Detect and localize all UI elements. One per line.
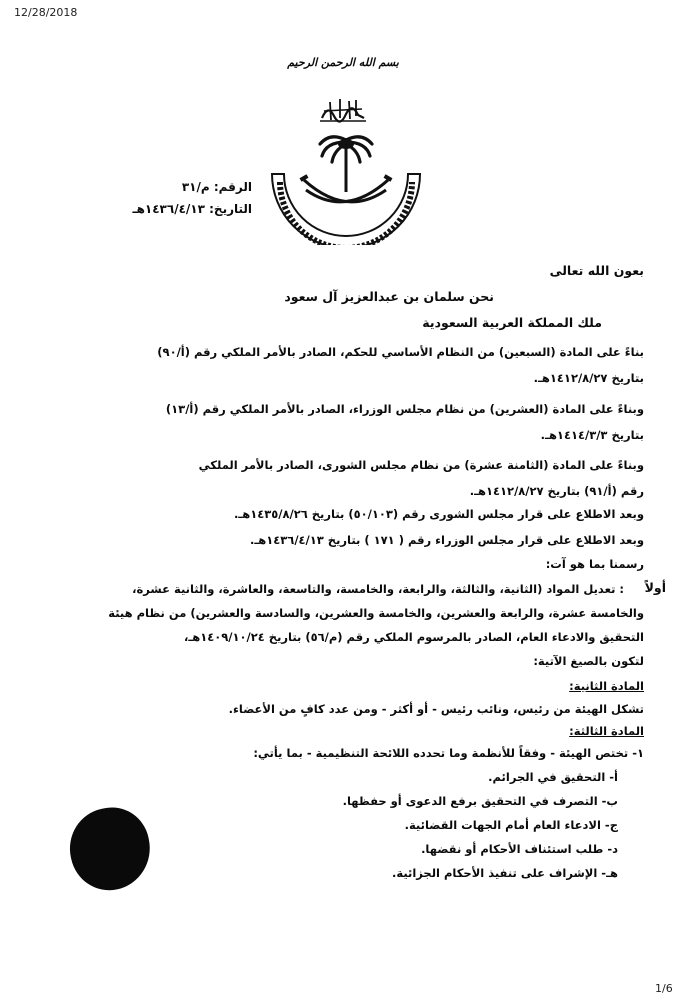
recital-line: وبعد الاطلاع على قرار مجلس الشورى رقم (٥٠/١٠٣) بتاريخ ١٤٣٥/٨/٢٦هـ.: [233, 507, 644, 521]
recital-line: وبناءً على المادة (العشرين) من نظام مجلس الوزراء، الصادر بالأمر الملكي رقم (أ/١٣): [165, 402, 644, 416]
recital-line: بتاريخ ١٤١٢/٨/٢٧هـ.: [533, 371, 644, 385]
recital-line: وبعد الاطلاع على قرار مجلس الوزراء رقم ( ١٧١ ) بتاريخ ١٤٣٦/٤/١٣هـ.: [249, 533, 644, 547]
first-line: والخامسة عشرة، والرابعة والعشرين، والخامسة والعشرين، والسادسة والعشرين) من نظام هيئة: [108, 606, 644, 620]
recital-line: بناءً على المادة (السبعين) من النظام الأساسي للحكم، الصادر بالأمر الملكي رقم (أ/٩٠): [157, 345, 644, 359]
opening-line-1: بعون الله تعالى: [549, 263, 644, 278]
basmala-calligraphy: بسم الله الرحمن الرحيم: [287, 56, 399, 69]
article-3-item: أ- التحقيق في الجرائم.: [488, 770, 618, 784]
ink-stamp: [62, 801, 157, 898]
recital-line: وبناءً على المادة (الثامنة عشرة) من نظام مجلس الشورى، الصادر بالأمر الملكي: [198, 458, 644, 472]
reference-number: الرقم: م/٣١: [181, 180, 252, 194]
page-number: 1/6: [655, 982, 673, 995]
opening-line-2: نحن سلمان بن عبدالعزيز آل سعود: [284, 289, 494, 304]
first-label: أولاً: [644, 580, 666, 595]
article-3-item: هـ- الإشراف على تنفيذ الأحكام الجزائية.: [391, 866, 618, 880]
opening-line-3: ملك المملكة العربية السعودية: [422, 315, 602, 330]
article-3-heading: المادة الثالثة:: [569, 724, 644, 738]
first-line: : تعديل المواد (الثانية، والثالثة، والرابعة، والخامسة، والتاسعة، والعاشرة، والثانية عشرة،: [132, 582, 624, 596]
article-3-item: ب- التصرف في التحقيق برفع الدعوى أو حفظها.: [342, 794, 618, 808]
saudi-emblem-icon: [262, 130, 430, 245]
first-line: التحقيق والادعاء العام، الصادر بالمرسوم الملكي رقم (م/٥٦) بتاريخ ١٤٠٩/١٠/٢٤هـ،: [183, 630, 644, 644]
article-3-intro: ١- تختص الهيئة - وفقاً للأنظمة وما تحدده اللائحة التنظيمية - بما يأتي:: [253, 746, 644, 760]
article-3-item: د- طلب استئناف الأحكام أو نقضها.: [421, 842, 618, 856]
article-2-text: تشكل الهيئة من رئيس، ونائب رئيس - أو أكثر - ومن عدد كافٍ من الأعضاء.: [228, 702, 644, 716]
shahada-calligraphy-icon: [318, 96, 368, 124]
print-date: 12/28/2018: [14, 6, 78, 19]
reference-date: التاريخ: ١٤٣٦/٤/١٣هـ: [132, 202, 252, 216]
article-3-item: ج- الادعاء العام أمام الجهات القضائية.: [404, 818, 618, 832]
article-2-heading: المادة الثانية:: [569, 679, 644, 693]
recital-line: بتاريخ ١٤١٤/٣/٣هـ.: [540, 428, 644, 442]
recital-line: رقم (أ/٩١) بتاريخ ١٤١٢/٨/٢٧هـ.: [469, 484, 644, 498]
first-line: لتكون بالصيغ الآتية:: [533, 654, 644, 668]
recital-line: رسمنا بما هو آت:: [545, 557, 644, 571]
